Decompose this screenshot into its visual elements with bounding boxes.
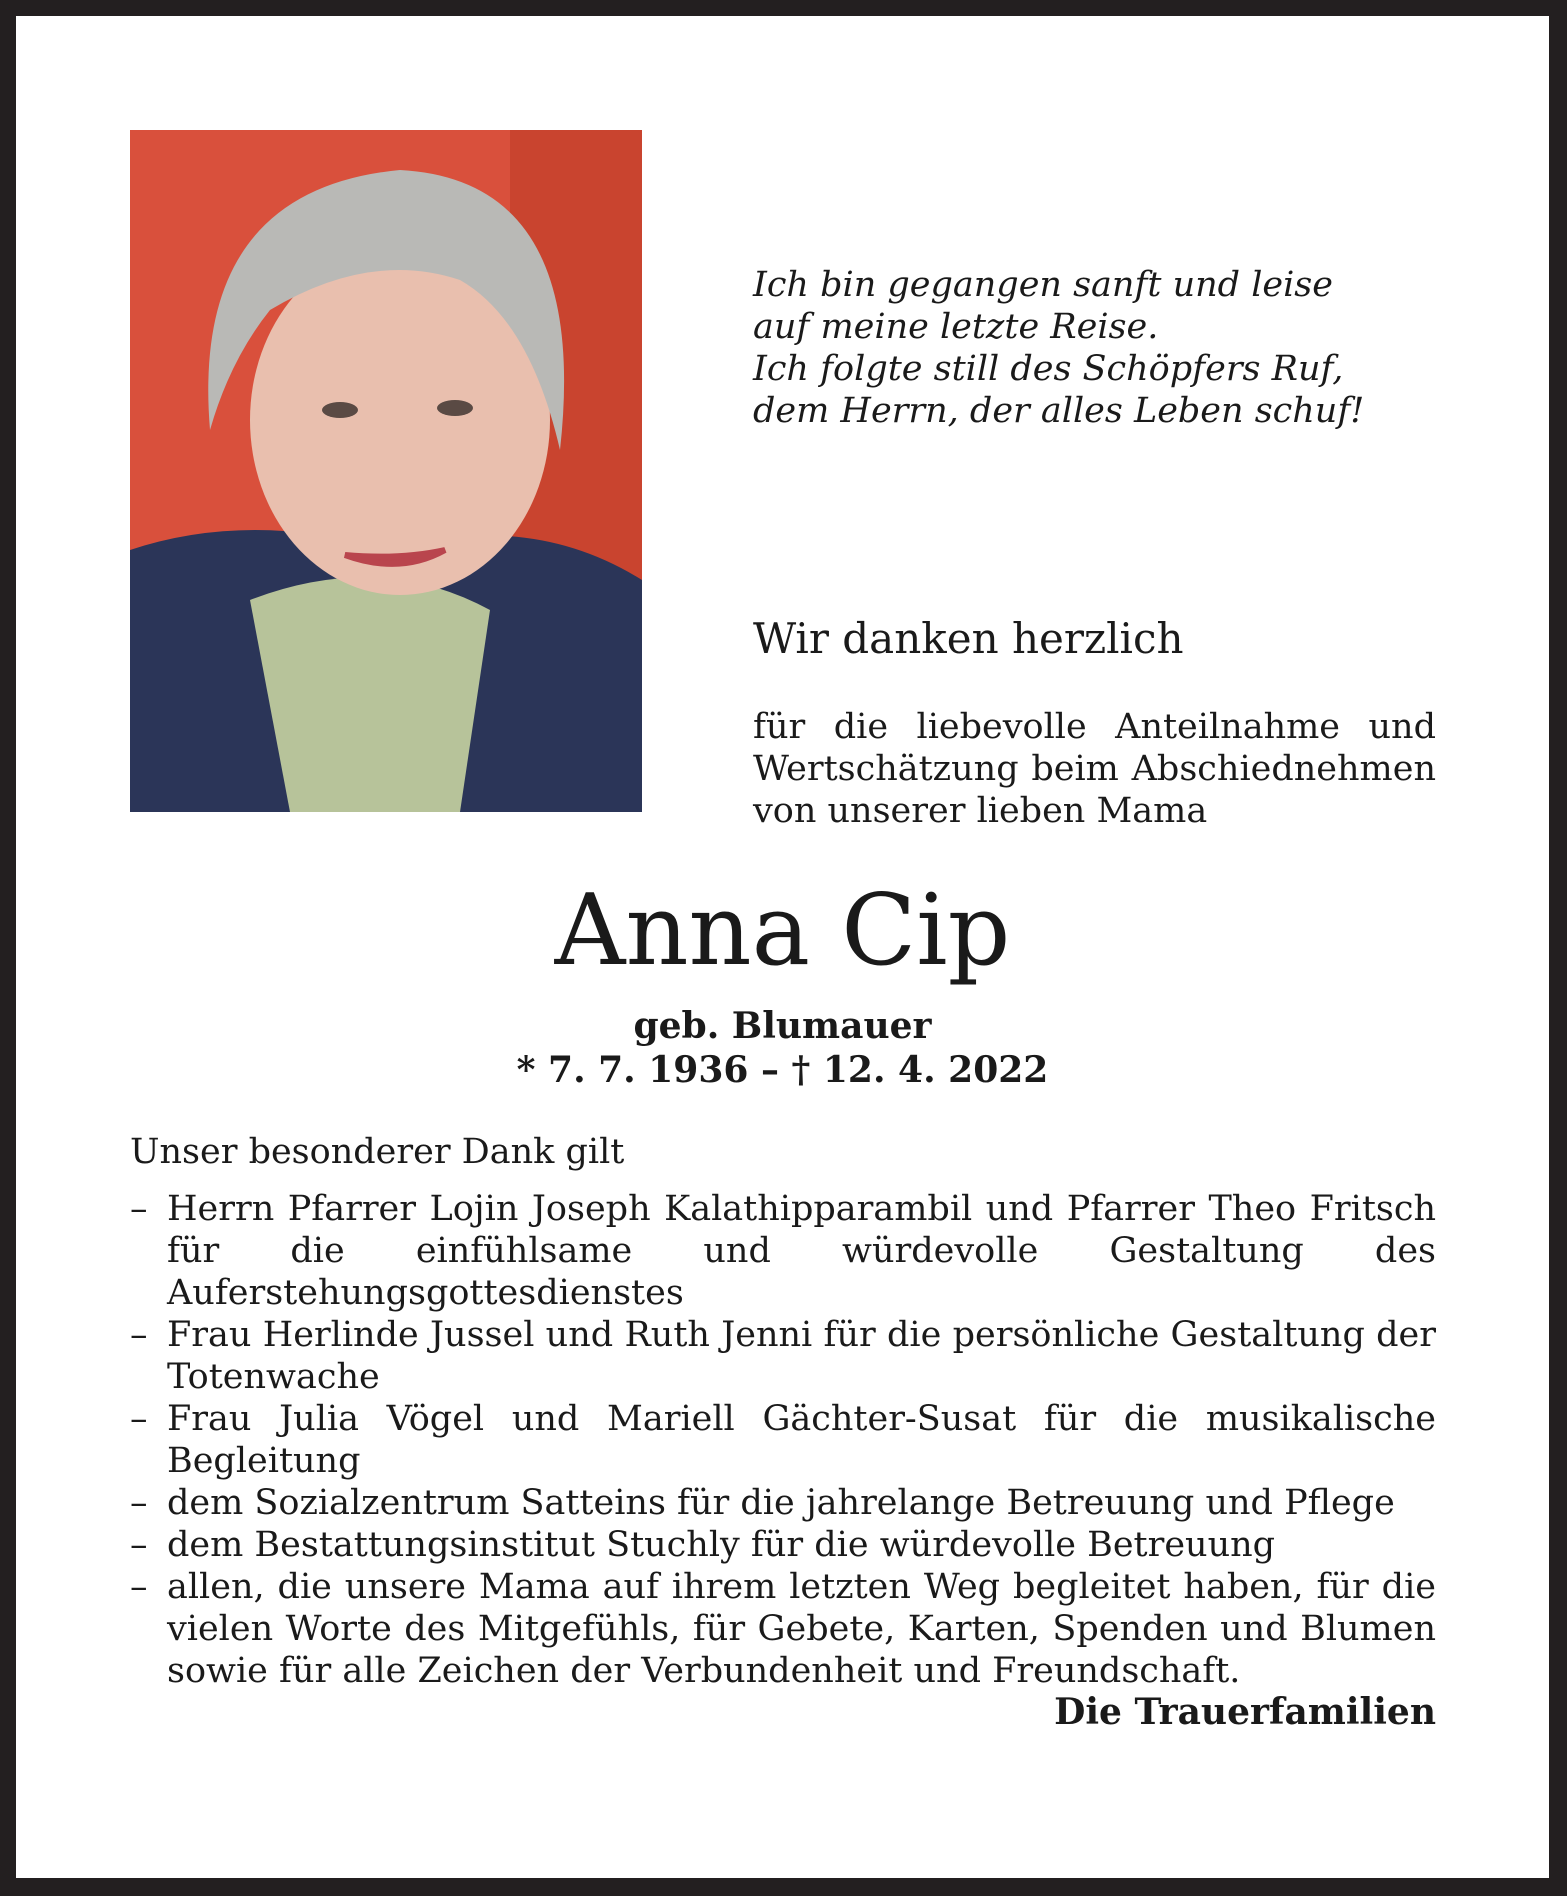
portrait-photo <box>130 130 642 812</box>
signature: Die Trauerfamilien <box>1054 1691 1436 1733</box>
list-item <box>130 1566 1436 1692</box>
list-item-text: Frau Herlinde Jussel und Ruth Jenni für die persönliche Gestaltung der Totenwache <box>167 1315 1436 1397</box>
list-item-text: Herrn Pfarrer Lojin Joseph Kalathipparambil und Pfarrer Theo Fritsch für die einfühlsame und würdevolle Gestaltung des Auferstehungsgottesdienstes <box>167 1189 1436 1313</box>
list-item <box>130 1524 1436 1566</box>
deceased-name: Anna Cip <box>554 874 1011 988</box>
list-item-text: dem Bestattungsinstitut Stuchly für die würdevolle Betreuung <box>167 1525 1276 1565</box>
life-dates: * 7. 7. 1936 – † 12. 4. 2022 <box>516 1049 1049 1091</box>
dash: – <box>130 1315 148 1355</box>
thanks-list <box>130 1188 1436 1692</box>
dash: – <box>130 1567 148 1607</box>
poem-line: Ich folgte still des Schöpfers Ruf, <box>753 349 1344 389</box>
list-item-text: dem Sozialzentrum Satteins für die jahrelange Betreuung und Pflege <box>167 1483 1395 1523</box>
list-item <box>130 1482 1436 1524</box>
list-item-text: Frau Julia Vögel und Mariell Gächter-Susat für die musikalische Begleitung <box>167 1399 1436 1481</box>
list-item-text: allen, die unsere Mama auf ihrem letzten Weg begleitet haben, für die vielen Worte des Mitgefühls, für Gebete, Karten, Spenden und Blumen sowie für alle Zeichen der Verbundenheit und Freundschaft. <box>167 1567 1436 1691</box>
poem-line: Ich bin gegangen sanft und leise <box>753 265 1333 305</box>
dash: – <box>130 1525 148 1565</box>
list-item <box>130 1398 1436 1482</box>
list-item <box>130 1314 1436 1398</box>
thanks-text: für die liebevolle Anteilnahme und Wertschätzung beim Abschiednehmen von unserer lieben Mama <box>753 707 1436 831</box>
poem <box>753 264 1364 432</box>
poem-line: dem Herrn, der alles Leben schuf! <box>753 391 1365 431</box>
poem-line: auf meine letzte Reise. <box>753 307 1159 347</box>
thanks-intro: Unser besonderer Dank gilt <box>130 1132 625 1172</box>
dash: – <box>130 1483 148 1523</box>
dash: – <box>130 1189 148 1229</box>
maiden-name: geb. Blumauer <box>633 1005 932 1047</box>
life-details <box>16 1004 1549 1092</box>
obituary-page <box>16 16 1549 1878</box>
list-item <box>130 1188 1436 1314</box>
thanks-heading: Wir danken herzlich <box>753 614 1184 663</box>
dash: – <box>130 1399 148 1439</box>
